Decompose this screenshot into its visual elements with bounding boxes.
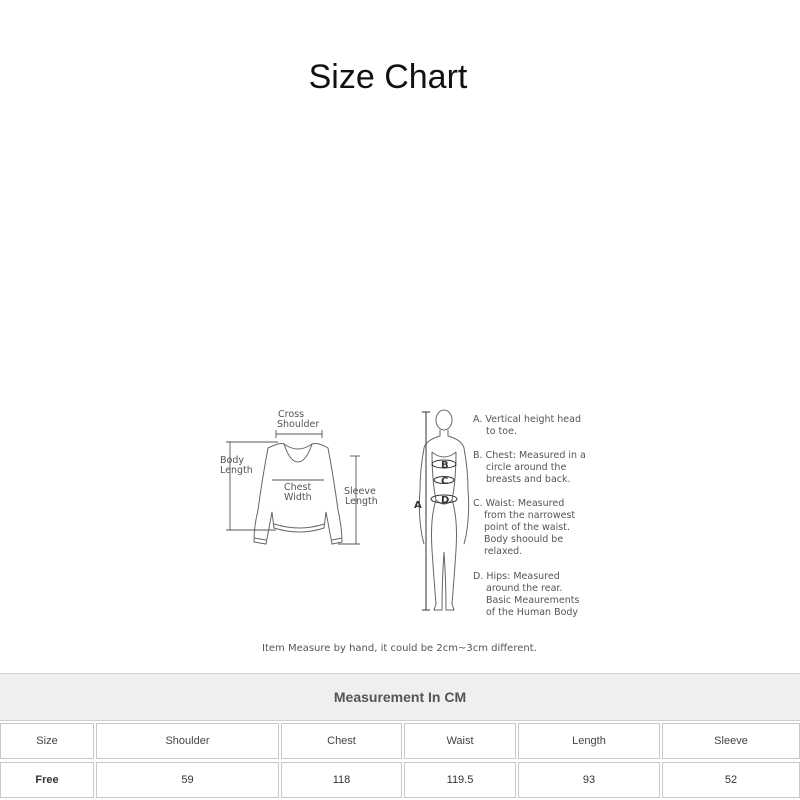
- body-letter-a: A: [414, 500, 422, 511]
- body-length-label-2: Length: [220, 465, 253, 476]
- note-d-line-2: around the rear.: [486, 583, 563, 594]
- note-a-line-1: A. Vertical height head: [473, 414, 581, 425]
- cell-length: 93: [518, 762, 660, 798]
- body-figure: [419, 410, 468, 610]
- body-measure-lines: [422, 412, 457, 610]
- note-c-line-5: relaxed.: [484, 546, 523, 557]
- note-d-line-1: D. Hips: Measured: [473, 571, 560, 582]
- body-letter-c: C: [441, 476, 449, 487]
- chest-width-label-2: Width: [284, 492, 312, 503]
- note-a-line-2: to toe.: [486, 426, 517, 437]
- cell-shoulder: 59: [96, 762, 279, 798]
- header-sleeve: Sleeve: [662, 723, 800, 759]
- sleeve-length-label-1: Sleeve: [344, 486, 376, 497]
- cross-shoulder-label-1: Cross: [278, 409, 305, 420]
- chest-width-label-1: Chest: [284, 482, 312, 493]
- note-c-line-3: point of the waist.: [484, 522, 570, 533]
- body-letter-b: B: [441, 460, 449, 471]
- table-header-row: [0, 723, 800, 761]
- table-row: [0, 762, 800, 800]
- sleeve-length-label-2: Length: [345, 496, 378, 507]
- cross-shoulder-label-2: Shoulder: [277, 419, 320, 430]
- body-notes: [473, 414, 586, 618]
- page-title: Size Chart: [308, 58, 468, 96]
- note-d-line-3: Basic Meaurements: [486, 595, 580, 606]
- measurement-table: [0, 673, 800, 800]
- cell-size: Free: [0, 762, 94, 798]
- cell-sleeve: 52: [662, 762, 800, 798]
- measurement-illustration: [200, 400, 600, 662]
- note-c-line-2: from the narrowest: [484, 510, 576, 521]
- header-length: Length: [518, 723, 660, 759]
- note-b-line-3: breasts and back.: [486, 474, 571, 485]
- note-c-line-4: Body shoould be: [484, 534, 564, 545]
- header-size: Size: [0, 723, 94, 759]
- note-c-line-1: C. Waist: Measured: [473, 498, 565, 509]
- header-shoulder: Shoulder: [96, 723, 279, 759]
- measure-note: Item Measure by hand, it could be 2cm~3cm different.: [262, 643, 537, 654]
- cell-waist: 119.5: [404, 762, 516, 798]
- body-length-label-1: Body: [220, 455, 244, 466]
- body-letter-d: D: [441, 495, 450, 506]
- note-b-line-1: B. Chest: Measured in a: [473, 450, 586, 461]
- note-d-line-4: of the Human Body: [486, 607, 579, 618]
- cell-chest: 118: [281, 762, 402, 798]
- table-caption: Measurement In CM: [0, 673, 800, 721]
- note-b-line-2: circle around the: [486, 462, 567, 473]
- measurement-diagram: [200, 400, 600, 662]
- header-waist: Waist: [404, 723, 516, 759]
- header-chest: Chest: [281, 723, 402, 759]
